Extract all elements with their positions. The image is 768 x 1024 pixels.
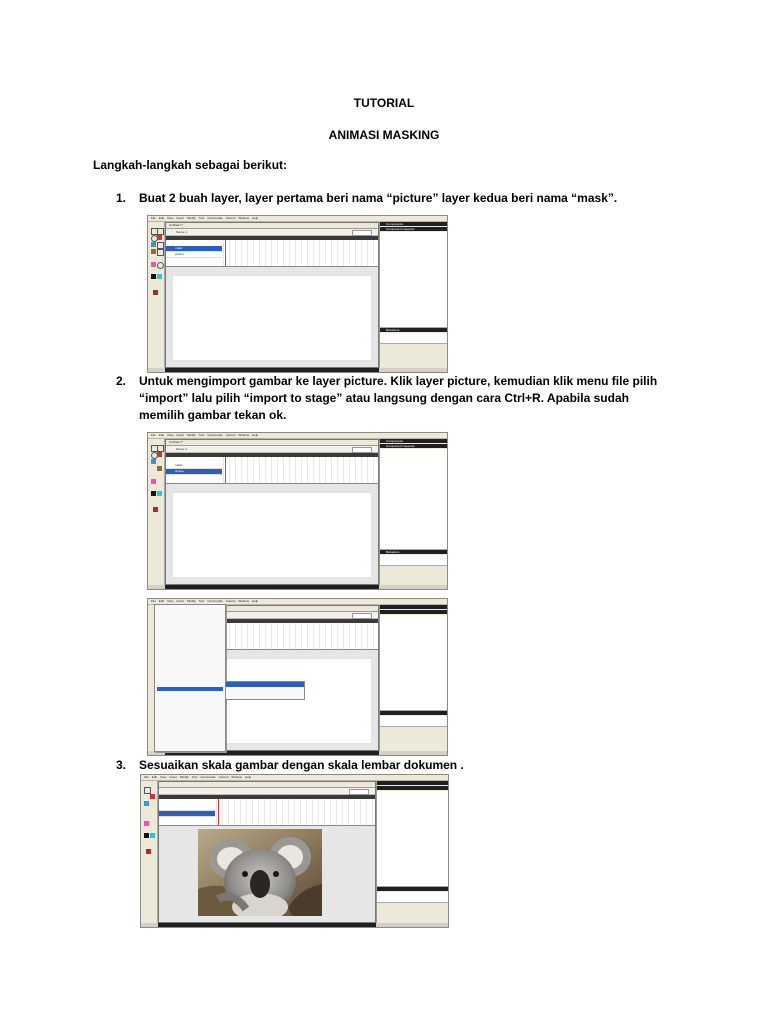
import-submenu	[225, 681, 305, 700]
step-line: “import” lalu pilih “import to stage” atau langsung dengan cara Ctrl+R. Apabila sudah	[139, 391, 629, 405]
step-line: Sesuaikan skala gambar dengan skala lembar dokumen .	[139, 758, 464, 772]
flash-screenshot-layers: File Edit View Insert Modify Text Commands Control Window Help Untitled-1* Scene 1 mask picture Components Component Inspector Behaviors	[147, 215, 448, 373]
document-title: TUTORIAL	[353, 96, 415, 110]
document-subtitle: ANIMASI MASKING	[328, 128, 440, 142]
koala-image	[198, 829, 322, 916]
step-number: 1.	[116, 191, 127, 205]
import-item-highlight	[157, 687, 223, 691]
step-line: Buat 2 buah layer, layer pertama beri nama “picture” layer kedua beri nama “mask”.	[139, 191, 618, 205]
step-number: 2.	[116, 374, 127, 388]
step-number: 3.	[116, 758, 127, 772]
file-menu	[154, 604, 226, 752]
flash-screenshot-file-menu: File Edit View Insert Modify Text Commands Control Window Help	[147, 598, 448, 756]
step-line: memilih gambar tekan ok.	[139, 408, 287, 422]
step-line: Untuk mengimport gambar ke layer picture. Klik layer picture, kemudian klik menu file pilih	[139, 374, 658, 388]
flash-screenshot-picture: File Edit View Insert Modify Text Commands Control Window Help	[140, 774, 449, 928]
flash-screenshot-import: File Edit View Insert Modify Text Commands Control Window Help Untitled-1* Scene 1 mask picture Components Component Inspector Behaviors	[147, 432, 448, 590]
intro-text: Langkah-langkah sebagai berikut:	[93, 158, 288, 172]
